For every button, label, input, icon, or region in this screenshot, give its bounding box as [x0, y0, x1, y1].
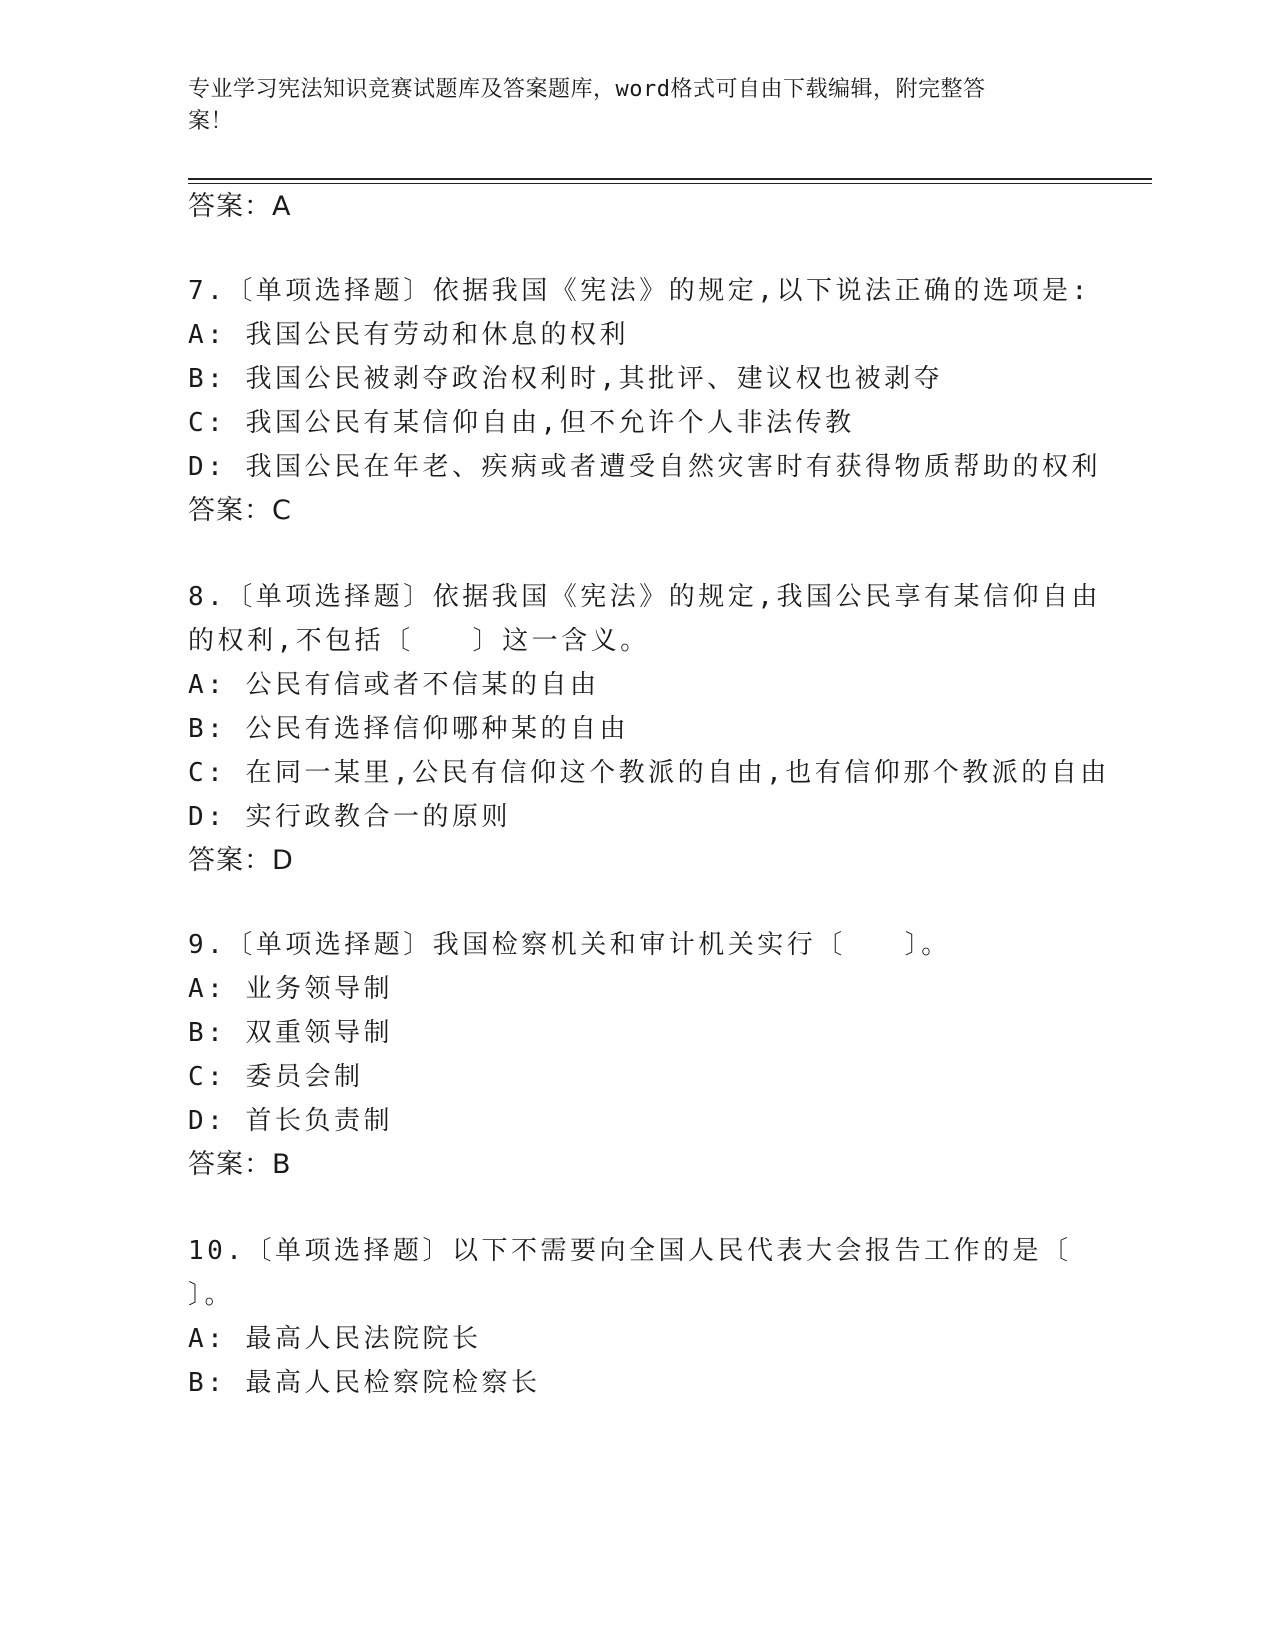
- question-7-option-b: B: 我国公民被剥夺政治权利时,其批评、建议权也被剥夺: [188, 364, 944, 394]
- header-rule-thick: [188, 178, 1152, 180]
- answer-previous: 答案：A: [188, 191, 292, 222]
- question-8-answer: 答案：D: [188, 845, 294, 876]
- question-9-answer: 答案：B: [188, 1149, 292, 1180]
- page-header: [188, 74, 1088, 138]
- question-10-option-a: A: 最高人民法院院长: [188, 1324, 482, 1354]
- header-line-2: 案！: [188, 109, 234, 134]
- question-8-option-d: D: 实行政教合一的原则: [188, 802, 511, 832]
- question-7-stem: 7.〔单项选择题〕依据我国《宪法》的规定,以下说法正确的选项是:: [188, 276, 1091, 306]
- header-line-1: 专业学习宪法知识竞赛试题库及答案题库，word格式可自由下载编辑，附完整答: [188, 77, 986, 102]
- question-7-option-d: D: 我国公民在年老、疾病或者遭受自然灾害时有获得物质帮助的权利: [188, 452, 1101, 482]
- question-8-stem-line-2: 的权利,不包括〔 〕这一含义。: [188, 626, 650, 656]
- question-9-option-a: A: 业务领导制: [188, 974, 393, 1004]
- question-7-answer: 答案：C: [188, 495, 292, 526]
- question-8-option-a: A: 公民有信或者不信某的自由: [188, 670, 600, 700]
- question-10-stem-line-2: 〕。: [188, 1280, 235, 1310]
- question-8-option-b: B: 公民有选择信仰哪种某的自由: [188, 714, 629, 744]
- question-9-stem: 9.〔单项选择题〕我国检察机关和审计机关实行〔 〕。: [188, 930, 951, 960]
- question-7-option-a: A: 我国公民有劳动和休息的权利: [188, 320, 629, 350]
- question-8-option-c: C: 在同一某里,公民有信仰这个教派的自由,也有信仰那个教派的自由: [188, 758, 1110, 788]
- question-9-option-c: C: 委员会制: [188, 1062, 364, 1092]
- question-10-stem-line-1: 10.〔单项选择题〕以下不需要向全国人民代表大会报告工作的是〔: [188, 1236, 1072, 1266]
- question-9-option-b: B: 双重领导制: [188, 1018, 393, 1048]
- header-rule-thin: [188, 183, 1152, 184]
- question-9-option-d: D: 首长负责制: [188, 1106, 393, 1136]
- question-10-option-b: B: 最高人民检察院检察长: [188, 1368, 541, 1398]
- question-7-option-c: C: 我国公民有某信仰自由,但不允许个人非法传教: [188, 408, 855, 438]
- question-8-stem-line-1: 8.〔单项选择题〕依据我国《宪法》的规定,我国公民享有某信仰自由: [188, 582, 1101, 612]
